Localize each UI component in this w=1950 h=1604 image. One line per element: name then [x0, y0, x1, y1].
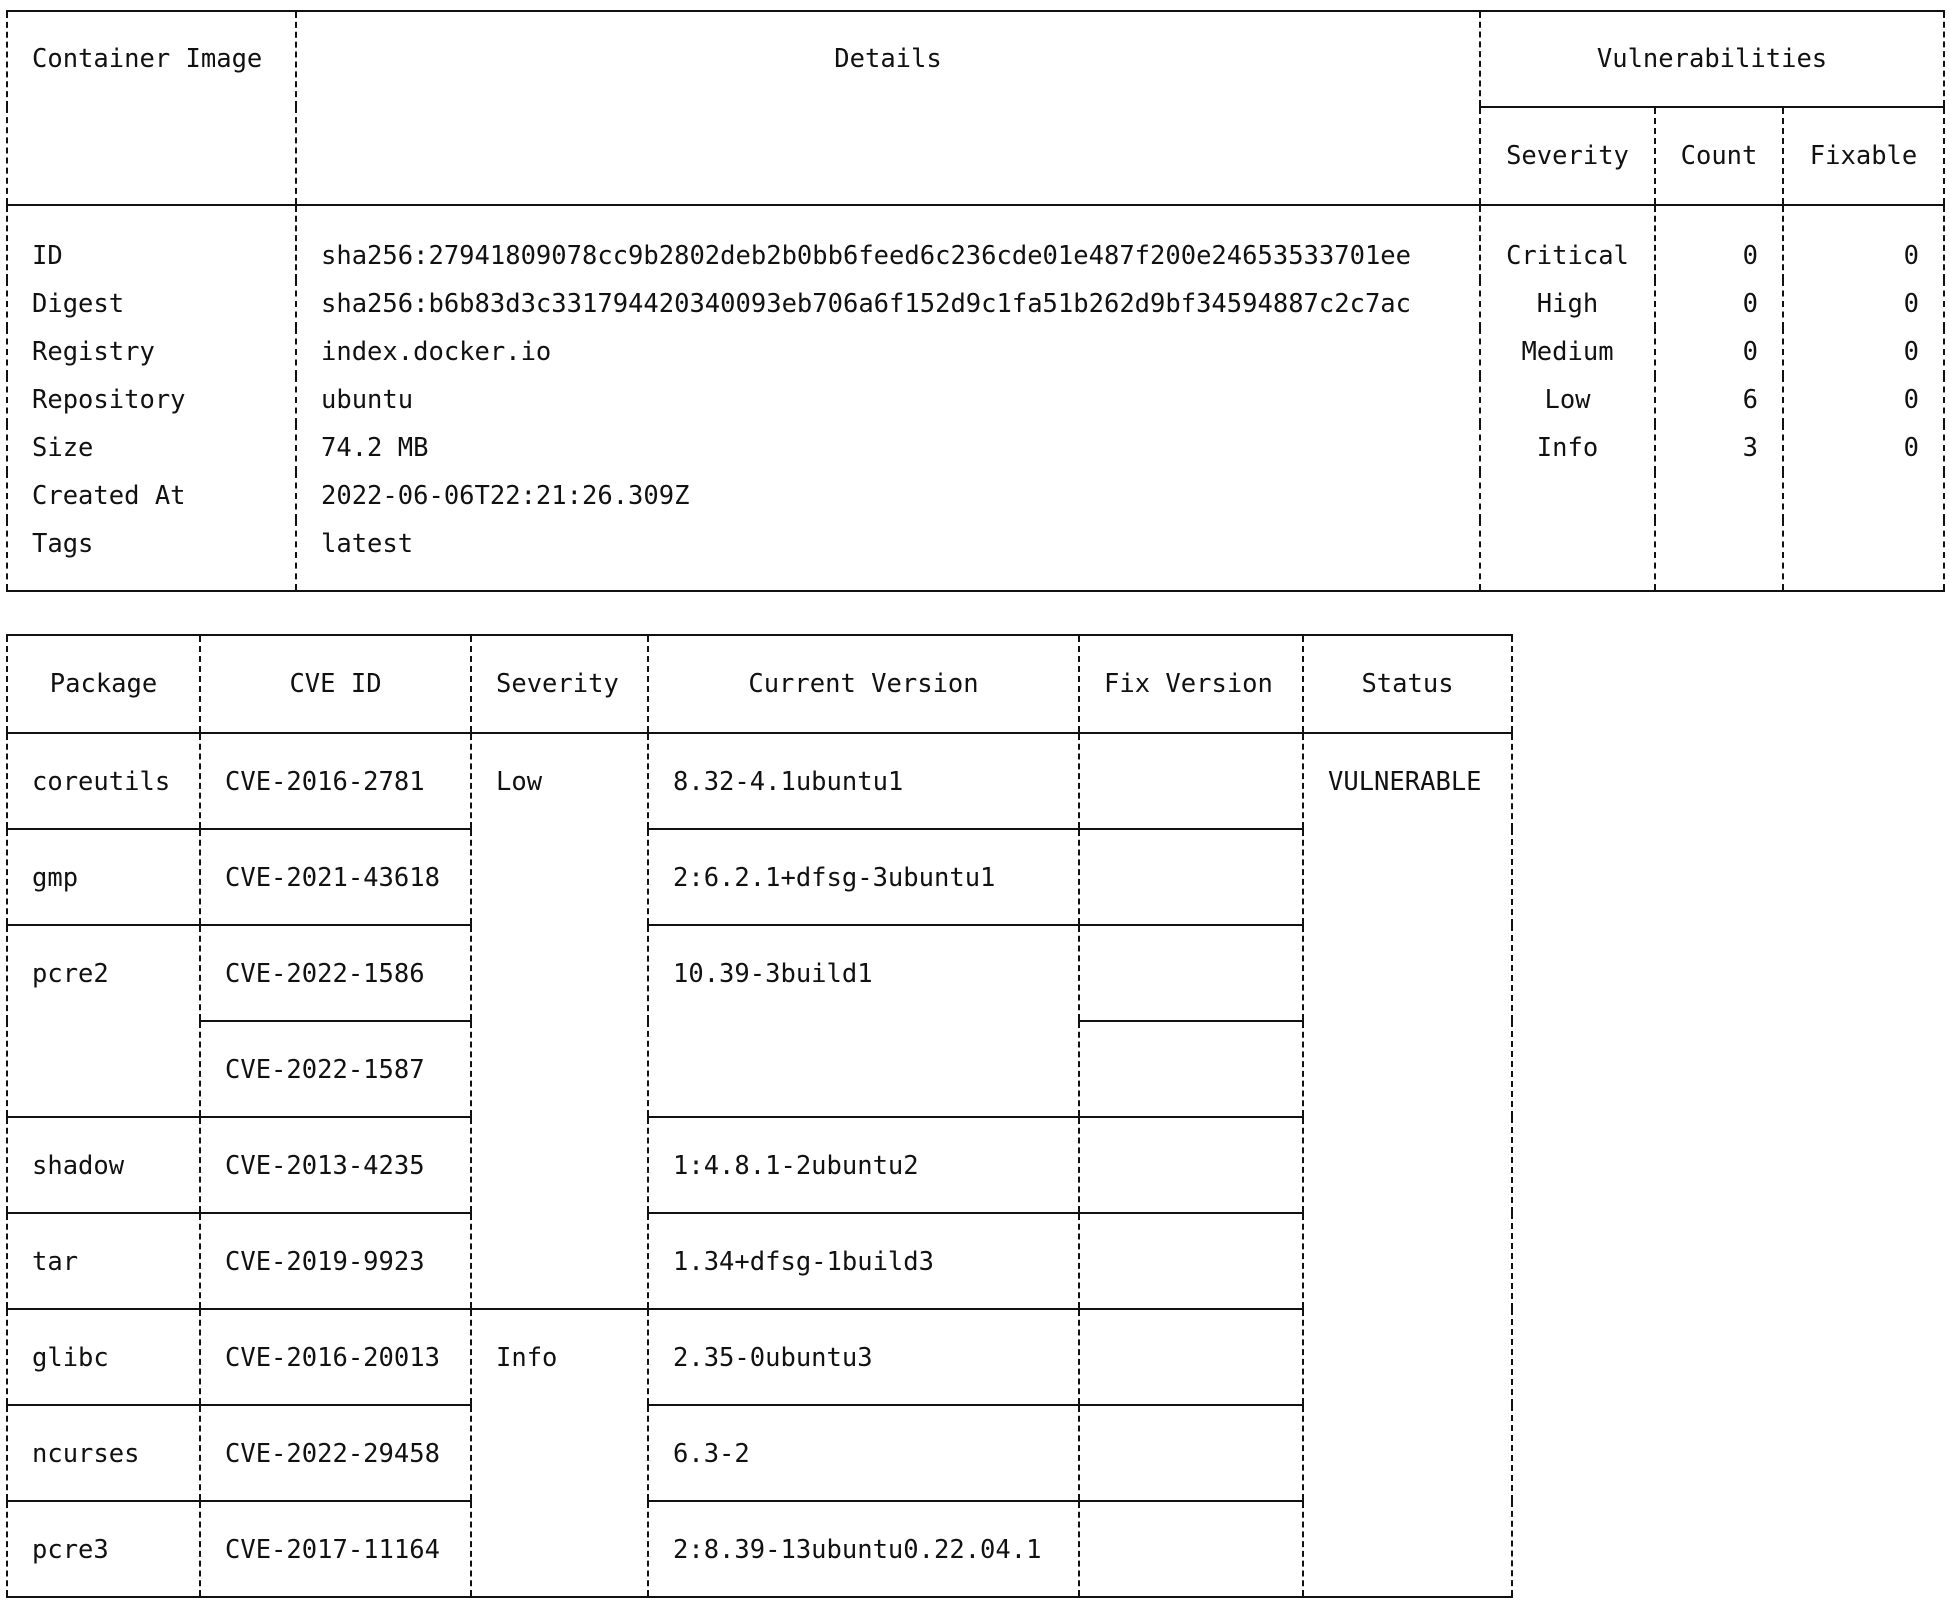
table-row — [7, 424, 1944, 472]
container-image-table — [6, 10, 1945, 592]
detail-label: Created At — [7, 472, 296, 520]
fix-version-cell — [1079, 733, 1303, 829]
fix-version-cell — [1079, 829, 1303, 925]
current-version-cell: 1:4.8.1-2ubuntu2 — [648, 1117, 1079, 1213]
fixable-cell: 0 — [1783, 376, 1944, 424]
table-row — [7, 1309, 1512, 1405]
package-cell: pcre2 — [7, 925, 200, 1117]
detail-label: ID — [7, 205, 296, 280]
current-version-cell: 10.39-3build1 — [648, 925, 1079, 1117]
package-cell: shadow — [7, 1117, 200, 1213]
cve-id-cell: CVE-2013-4235 — [200, 1117, 471, 1213]
detail-value: index.docker.io — [296, 328, 1480, 376]
header-severity: Severity — [1480, 107, 1655, 205]
detail-label: Repository — [7, 376, 296, 424]
table-row — [7, 829, 1512, 925]
fixable-cell: 0 — [1783, 280, 1944, 328]
cve-id-cell: CVE-2016-2781 — [200, 733, 471, 829]
header-status: Status — [1303, 635, 1512, 733]
detail-label: Size — [7, 424, 296, 472]
header-package: Package — [7, 635, 200, 733]
detail-label: Digest — [7, 280, 296, 328]
cve-id-cell: CVE-2022-1586 — [200, 925, 471, 1021]
header-count: Count — [1655, 107, 1783, 205]
cve-id-cell: CVE-2021-43618 — [200, 829, 471, 925]
header-container-image: Container Image — [7, 11, 296, 205]
severity-cell: Medium — [1480, 328, 1655, 376]
fixable-cell: 0 — [1783, 328, 1944, 376]
fix-version-cell — [1079, 1117, 1303, 1213]
cve-id-cell: CVE-2022-1587 — [200, 1021, 471, 1117]
header-vulnerabilities: Vulnerabilities — [1480, 11, 1944, 107]
fix-version-cell — [1079, 925, 1303, 1021]
table-row — [7, 1501, 1512, 1597]
current-version-cell: 6.3-2 — [648, 1405, 1079, 1501]
fix-version-cell — [1079, 1405, 1303, 1501]
table-row — [7, 1213, 1512, 1309]
detail-value: sha256:b6b83d3c331794420340093eb706a6f152d9c1fa51b262d9bf34594887c2c7ac — [296, 280, 1480, 328]
detail-value: 74.2 MB — [296, 424, 1480, 472]
detail-value: latest — [296, 520, 1480, 591]
current-version-cell: 2:8.39-13ubuntu0.22.04.1 — [648, 1501, 1079, 1597]
count-cell: 0 — [1655, 280, 1783, 328]
count-cell — [1655, 472, 1783, 520]
table-row — [7, 376, 1944, 424]
cve-id-cell: CVE-2016-20013 — [200, 1309, 471, 1405]
fixable-cell: 0 — [1783, 205, 1944, 280]
package-cell: tar — [7, 1213, 200, 1309]
fixable-cell — [1783, 520, 1944, 591]
cve-id-cell: CVE-2017-11164 — [200, 1501, 471, 1597]
header-current-version: Current Version — [648, 635, 1079, 733]
fixable-cell — [1783, 472, 1944, 520]
current-version-cell: 1.34+dfsg-1build3 — [648, 1213, 1079, 1309]
cve-id-cell: CVE-2019-9923 — [200, 1213, 471, 1309]
severity-cell: Info — [1480, 424, 1655, 472]
cve-id-cell: CVE-2022-29458 — [200, 1405, 471, 1501]
header-severity: Severity — [471, 635, 648, 733]
table-row — [7, 520, 1944, 591]
table-row — [7, 472, 1944, 520]
severity-cell — [1480, 520, 1655, 591]
package-cell: coreutils — [7, 733, 200, 829]
table-row — [7, 925, 1512, 1021]
header-fixable: Fixable — [1783, 107, 1944, 205]
package-cell: pcre3 — [7, 1501, 200, 1597]
table-row — [7, 1117, 1512, 1213]
severity-cell: Low — [471, 733, 648, 1309]
detail-value: ubuntu — [296, 376, 1480, 424]
fix-version-cell — [1079, 1309, 1303, 1405]
cve-table — [6, 634, 1513, 1598]
package-cell: ncurses — [7, 1405, 200, 1501]
severity-cell — [1480, 472, 1655, 520]
header-fix-version: Fix Version — [1079, 635, 1303, 733]
status-cell: VULNERABLE — [1303, 733, 1512, 1597]
detail-value: 2022-06-06T22:21:26.309Z — [296, 472, 1480, 520]
fix-version-cell — [1079, 1213, 1303, 1309]
fix-version-cell — [1079, 1021, 1303, 1117]
count-cell: 0 — [1655, 328, 1783, 376]
fixable-cell: 0 — [1783, 424, 1944, 472]
count-cell: 3 — [1655, 424, 1783, 472]
package-cell: gmp — [7, 829, 200, 925]
severity-cell: High — [1480, 280, 1655, 328]
table-row — [7, 205, 1944, 280]
detail-label: Tags — [7, 520, 296, 591]
table-row — [7, 328, 1944, 376]
current-version-cell: 8.32-4.1ubuntu1 — [648, 733, 1079, 829]
table-row — [7, 733, 1512, 829]
current-version-cell: 2.35-0ubuntu3 — [648, 1309, 1079, 1405]
package-cell: glibc — [7, 1309, 200, 1405]
detail-value: sha256:27941809078cc9b2802deb2b0bb6feed6c236cde01e487f200e24653533701ee — [296, 205, 1480, 280]
count-cell: 0 — [1655, 205, 1783, 280]
header-details: Details — [296, 11, 1480, 205]
count-cell — [1655, 520, 1783, 591]
severity-cell: Critical — [1480, 205, 1655, 280]
fix-version-cell — [1079, 1501, 1303, 1597]
table-row — [7, 1405, 1512, 1501]
detail-label: Registry — [7, 328, 296, 376]
table-row — [7, 280, 1944, 328]
count-cell: 6 — [1655, 376, 1783, 424]
severity-cell: Low — [1480, 376, 1655, 424]
current-version-cell: 2:6.2.1+dfsg-3ubuntu1 — [648, 829, 1079, 925]
severity-cell: Info — [471, 1309, 648, 1597]
header-cve-id: CVE ID — [200, 635, 471, 733]
